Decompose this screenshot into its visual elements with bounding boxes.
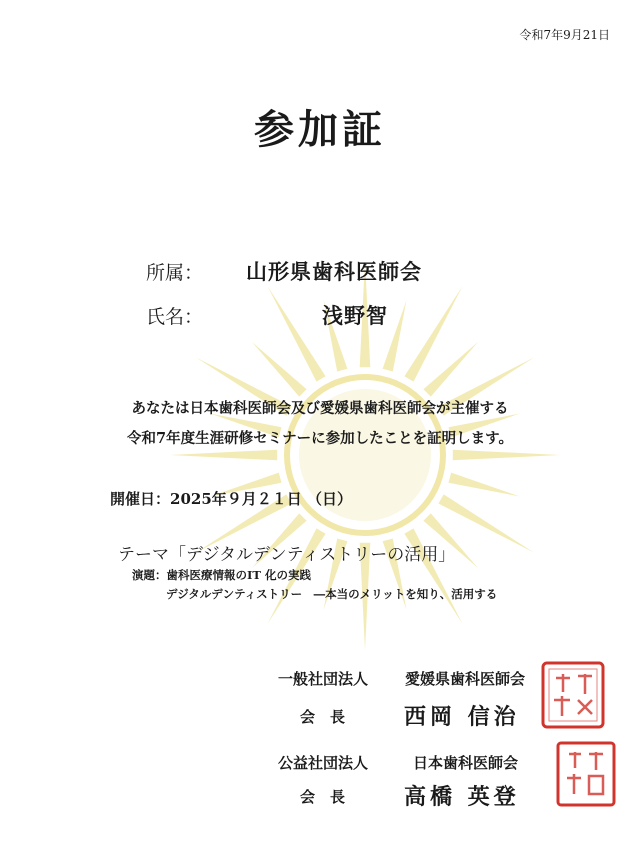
seal-stamp-ehime — [540, 660, 606, 730]
held-date-row — [110, 488, 352, 509]
lecture-title: 歯科医療情報のIT 化の実践 — [166, 568, 311, 582]
certificate-title: 参加証 — [254, 106, 386, 153]
signatory-2-name: 高橋 英登 — [404, 784, 520, 810]
signatory-2-org: 日本歯科医師会 — [413, 754, 519, 772]
certification-text-line-2: 令和7年度生涯研修セミナーに参加したことを証明します。 — [127, 430, 513, 447]
affiliation-value: 山形県歯科医師会 — [246, 259, 422, 284]
affiliation-label: 所属： — [146, 262, 204, 284]
signatory-2-role: 会 長 — [300, 788, 346, 806]
issue-date: 令和7年9月21日 — [519, 28, 610, 42]
held-date-label: 開催日： — [110, 490, 171, 508]
recipient-name: 浅野智 — [322, 303, 388, 328]
name-label: 氏名： — [146, 306, 204, 328]
seal-stamp-japan — [555, 740, 617, 808]
signatory-1-org-type: 一般社団法人 — [278, 670, 369, 688]
signatory-2-org-type: 公益社団法人 — [278, 754, 369, 772]
theme-label: テーマ — [118, 545, 169, 565]
signatory-1-org: 愛媛県歯科医師会 — [405, 670, 526, 688]
lecture-subtitle: デジタルデンティストリー ―本当のメリットを知り、活用する — [166, 587, 498, 601]
signatory-1-name: 西岡 信治 — [404, 704, 520, 730]
theme-value: 「デジタルデンティストリーの活用」 — [169, 545, 456, 565]
signatory-1-role: 会 長 — [300, 708, 346, 726]
held-date-value: 2025年９月２１日 （日） — [170, 490, 352, 508]
lecture-label: 演題： — [132, 568, 167, 582]
lecture-row — [132, 567, 311, 583]
theme-row — [118, 540, 455, 565]
certification-text-line-1: あなたは日本歯科医師会及び愛媛県歯科医師会が主催する — [131, 400, 509, 417]
